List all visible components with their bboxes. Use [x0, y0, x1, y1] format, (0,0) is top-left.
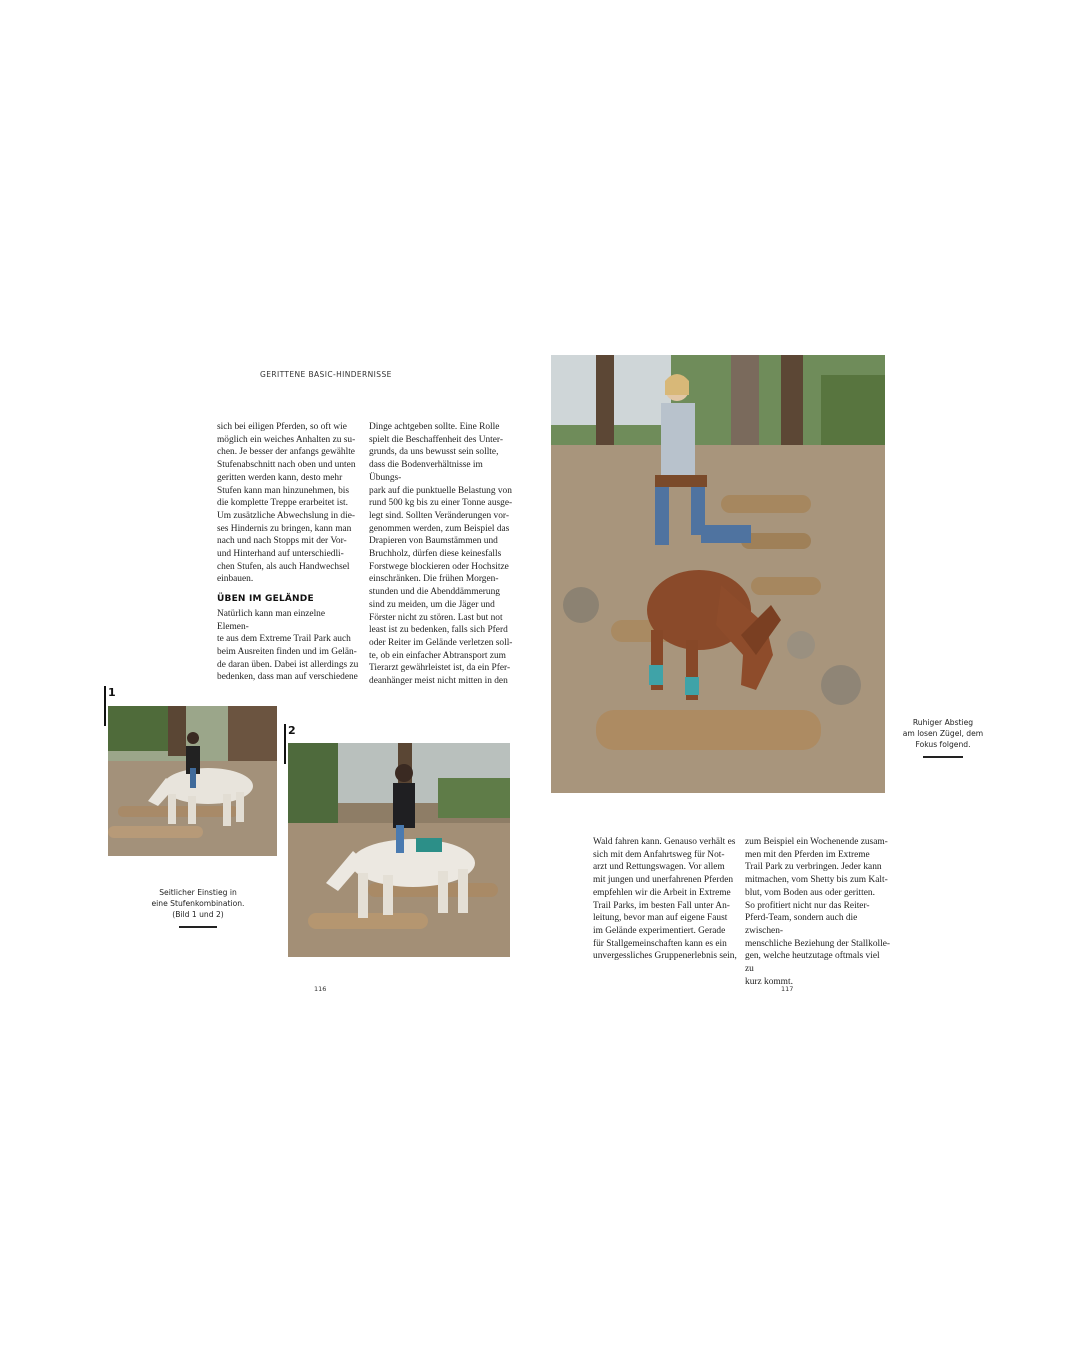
body-text: Dinge achtgeben sollte. Eine Rolle spielt die Beschaffenheit des Unter- grunds, da uns bewusst sein sollte, dass die Bodenverhältnisse im Übungs- park auf die punktuelle Belastung von rund 500 kg bis zu einer Tonne ausge- legt sind. Sollten Veränderungen vor- genommen werden, zum Beispiel das Drapieren von Baumstämmen und Bruchholz, dürfen diese keinesfalls Forstwege blockieren oder Hochsitze einschränken. Die frühen Morgen- stunden und die Abenddämmerung sind zu meiden, um die Jäger und Förster nicht zu stören. Last but not least ist zu bedenken, falls sich Pferd oder Reiter im Gelände verletzen soll- te, ob ein einfacher Abtransport zum Tierarzt gewährleistet ist, da ein Pfer- deanhänger meist nicht mitten in den — [369, 422, 513, 687]
body-text: sich bei eiligen Pferden, so oft wie möglich ein weiches Anhalten zu su- chen. Je besser der anfangs gewählte Stufenabschnitt nach oben und unten geritten werden kann, desto mehr Stufen kann man hinzunehmen, bis die komplette Treppe erarbeitet ist. Um zusätzliche Abwechslung in die- ses Hindernis zu bringen, kann man nach und nach Stopps mit der Vor- und Hinterhand auf unterschiedli- chen Stufen, als auch Handwechsel einbauen. — [217, 422, 356, 585]
body-text: Natürlich kann man einzelne Elemen- te aus dem Extreme Trail Park auch beim Ausreiten finden und im Gelän- de daran üben. Dabei ist allerdings zu bedenken, dass man auf verschiedene — [217, 608, 359, 683]
body-text: Wald fahren kann. Genauso verhält es sich mit dem Anfahrtsweg für Not- arzt und Rettungswagen. Vor allem mit jungen und unerfahrenen Pferden empfehlen wir die Arbeit in Extreme Trail Parks, im besten Fall unter An- leitung, bevor man auf eigene Faust im Gelände experimentiert. Gerade für Stallgemeinschaften kann es ein unvergessliches Gruppenerlebnis sein, — [593, 837, 737, 962]
running-header: GERITTENE BASIC-HINDERNISSE — [260, 370, 392, 379]
right-page-column-2 — [745, 836, 890, 988]
photo-1-number: 1 — [108, 686, 116, 699]
photo-1-marker-rule — [104, 686, 106, 726]
left-page-column-2 — [369, 421, 514, 688]
page-number-right: 117 — [781, 985, 794, 993]
photo-caption-right: Ruhiger Abstieg am losen Zügel, dem Fokus folgend. — [902, 718, 984, 749]
photo-2-number: 2 — [288, 724, 296, 737]
photo-2-rider-white-horse — [288, 743, 510, 957]
caption-underline — [179, 926, 217, 928]
photo-caption-left: Seitlicher Einstieg in eine Stufenkombination. (Bild 1 und 2) — [151, 888, 245, 919]
page-number-left: 116 — [314, 985, 327, 993]
section-heading: ÜBEN IM GELÄNDE — [217, 594, 314, 605]
body-text: zum Beispiel ein Wochenende zusam- men mit den Pferden im Extreme Trail Park zu verbringen. Jeder kann mitmachen, vom Shetty bis zum Kalt- blut, vom Boden aus oder geritten. So profitiert nicht nur das Reiter- Pferd-Team, sondern auch die zwischen- menschliche Beziehung der Stallkolle- gen, welche heutzutage oftmals viel zu kurz kommt. — [745, 837, 891, 987]
photo-2-marker-rule — [284, 724, 286, 764]
photo-rider-chestnut-horse-descending — [551, 355, 885, 793]
photo-1-rider-white-horse — [108, 706, 277, 856]
left-page-column-1 — [217, 421, 359, 684]
right-page-column-1 — [593, 836, 738, 963]
caption-underline — [923, 756, 963, 758]
